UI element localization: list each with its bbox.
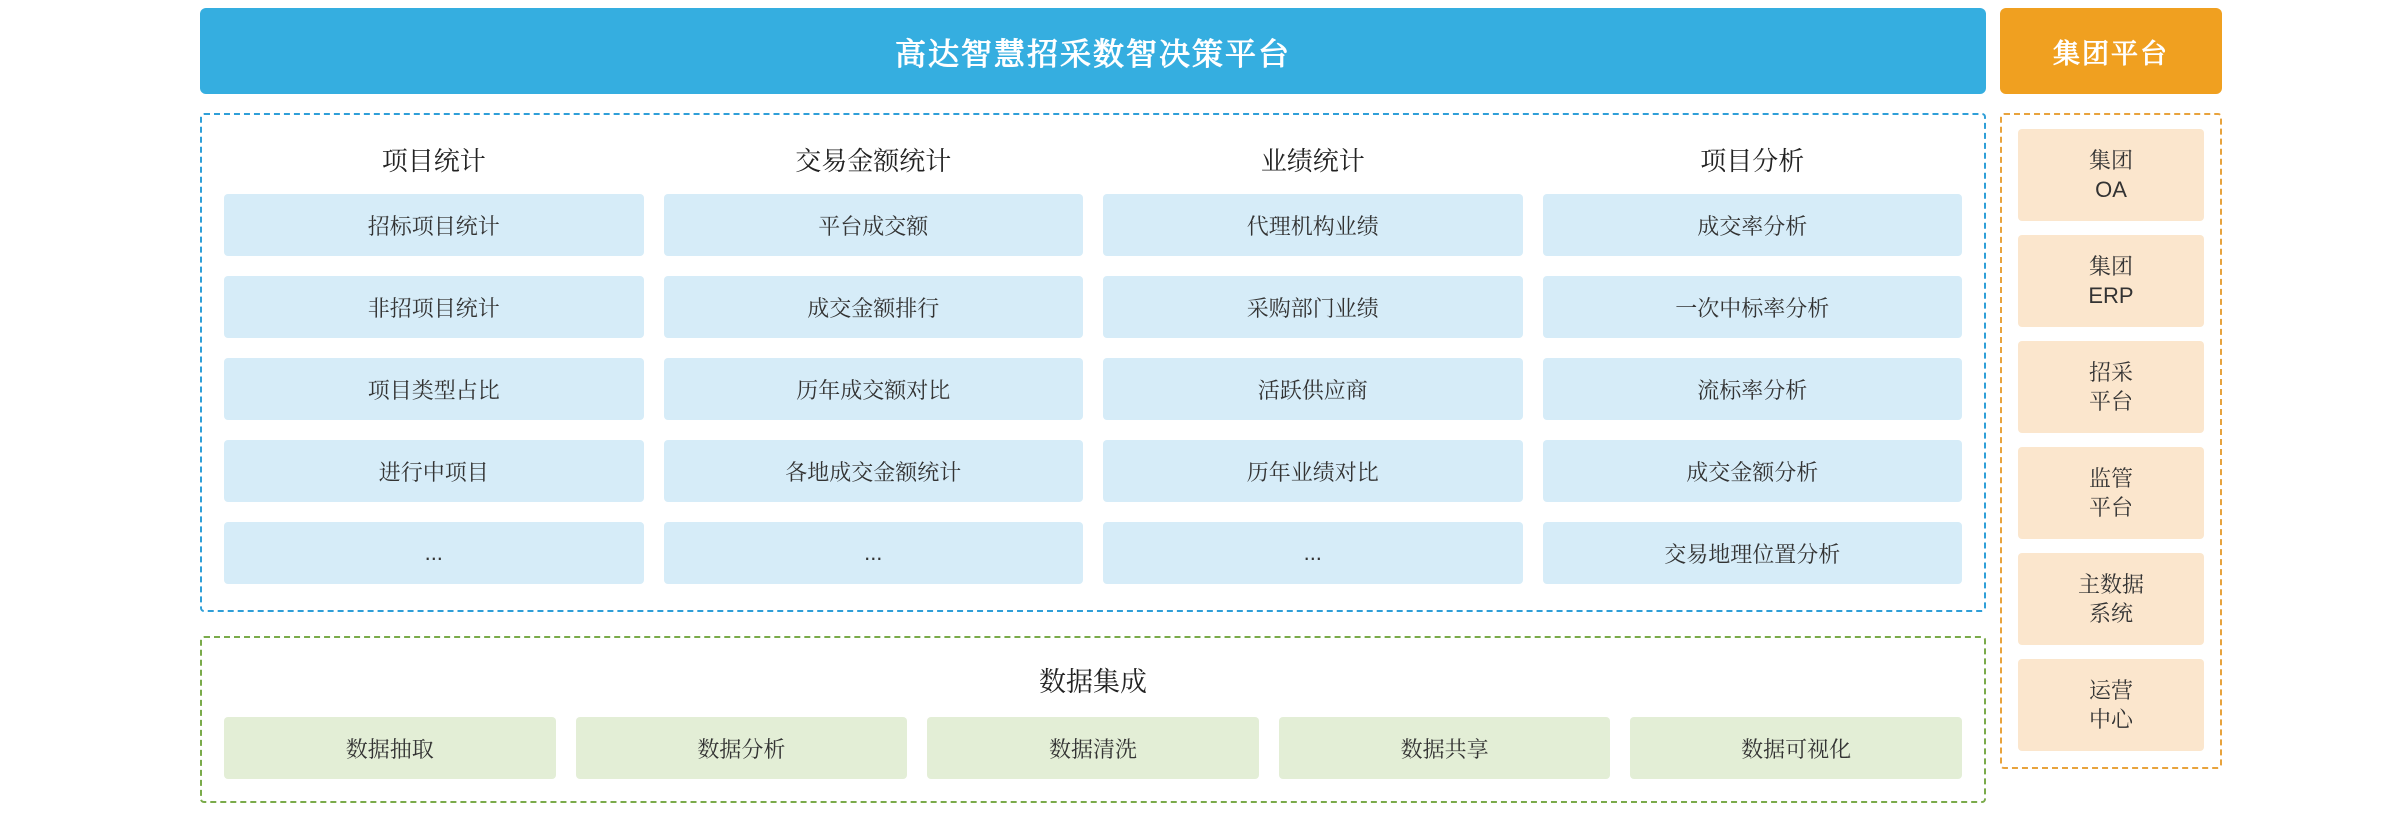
analytics-column-project-stats [224,133,644,584]
analytics-column-transaction-amount [664,133,1084,584]
analytics-item[interactable]: 进行中项目 [224,440,644,502]
analytics-columns [224,133,1962,584]
platform-item-oa[interactable]: 集团 OA [2018,129,2204,221]
platform-item-erp[interactable]: 集团 ERP [2018,235,2204,327]
data-integration-items [224,717,1962,779]
platform-item-procurement[interactable]: 招采 平台 [2018,341,2204,433]
column-title: 交易金额统计 [795,146,952,176]
analytics-item[interactable]: 历年业绩对比 [1103,440,1523,502]
analytics-item[interactable]: 各地成交金额统计 [664,440,1084,502]
analytics-item[interactable]: 流标率分析 [1543,358,1963,420]
group-platform-list [2000,113,2222,769]
analytics-item[interactable]: 非招项目统计 [224,276,644,338]
data-integration-section [200,636,1986,803]
group-platform-column [2000,8,2222,769]
integration-item[interactable]: 数据共享 [1279,717,1611,779]
analytics-item[interactable]: 平台成交额 [664,194,1084,256]
analytics-item[interactable]: 交易地理位置分析 [1543,522,1963,584]
column-title: 项目分析 [1700,146,1805,176]
page-title: 高达智慧招采数智决策平台 [895,36,1291,72]
analytics-item[interactable]: 一次中标率分析 [1543,276,1963,338]
analytics-item[interactable]: 历年成交额对比 [664,358,1084,420]
integration-item[interactable]: 数据分析 [576,717,908,779]
analytics-item[interactable]: 活跃供应商 [1103,358,1523,420]
main-column [200,8,1986,803]
platform-title-bar [200,8,1986,94]
analytics-item-more[interactable]: ... [224,522,644,584]
analytics-item-more[interactable]: ... [1103,522,1523,584]
integration-item[interactable]: 数据清洗 [927,717,1259,779]
platform-item-operations[interactable]: 运营 中心 [2018,659,2204,751]
column-title: 项目统计 [381,146,486,176]
column-title: 业绩统计 [1260,146,1365,176]
integration-item[interactable]: 数据抽取 [224,717,556,779]
analytics-item[interactable]: 招标项目统计 [224,194,644,256]
analytics-item-more[interactable]: ... [664,522,1084,584]
analytics-item[interactable]: 代理机构业绩 [1103,194,1523,256]
data-integration-title: 数据集成 [1039,667,1147,697]
analytics-item[interactable]: 项目类型占比 [224,358,644,420]
analytics-item[interactable]: 采购部门业绩 [1103,276,1523,338]
platform-item-supervision[interactable]: 监管 平台 [2018,447,2204,539]
platform-item-master-data[interactable]: 主数据 系统 [2018,553,2204,645]
analytics-column-project-analysis [1543,133,1963,584]
analytics-item[interactable]: 成交率分析 [1543,194,1963,256]
analytics-column-performance [1103,133,1523,584]
analytics-item[interactable]: 成交金额排行 [664,276,1084,338]
group-platform-title: 集团平台 [2000,8,2222,94]
integration-item[interactable]: 数据可视化 [1630,717,1962,779]
analytics-item[interactable]: 成交金额分析 [1543,440,1963,502]
analytics-section [200,113,1986,612]
